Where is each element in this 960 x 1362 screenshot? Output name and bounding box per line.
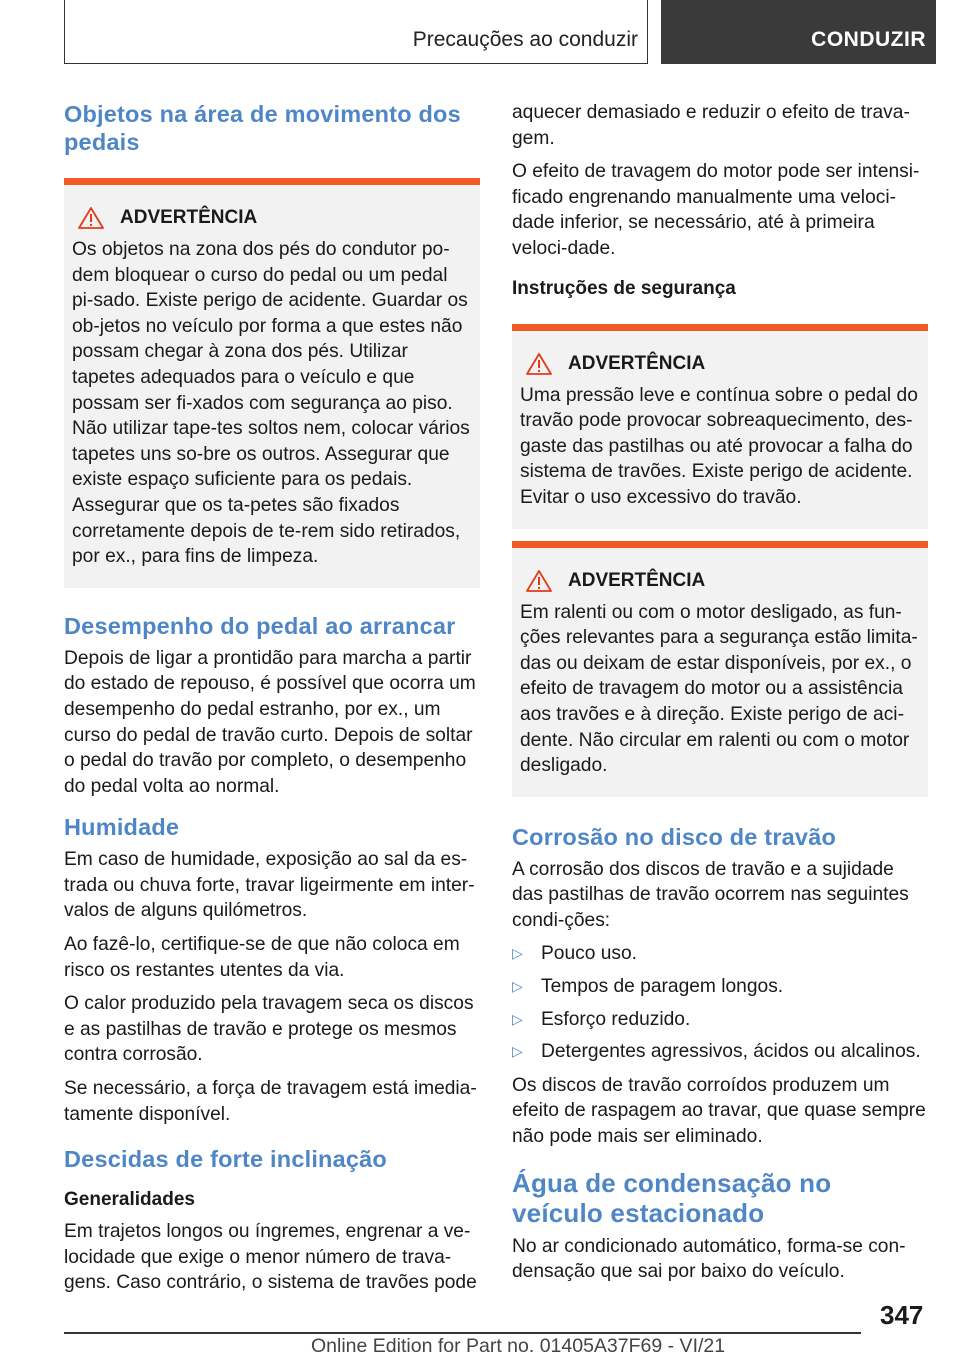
list-item [512, 1039, 928, 1065]
heading-condensation-water: Água de condensação no veículo estacionado [512, 1167, 832, 1228]
list-item-text: Detergentes agressivos, ácidos ou alcalinos. [541, 1041, 921, 1063]
paragraph: O efeito de travagem do motor pode ser intensi-ficado engrenando manualmente uma veloci-dade inferior, se necessário, até à primeira veloci-dade. [512, 161, 920, 259]
subheading-safety-instructions: Instruções de segurança [512, 277, 736, 299]
list-item [512, 941, 928, 967]
paragraph: Depois de ligar a prontidão para marcha a partir do estado de repouso, é possível que ocorra um desempenho do pedal estranho, por ex., um curso do pedal de travão curto. Depois de soltar o pedal do travão por completo, o desempenho do pedal volta ao normal. [64, 647, 476, 797]
page-number: 347 [880, 1300, 924, 1330]
left-column [64, 100, 480, 1304]
paragraph: Se necessário, a força de travagem está imedia-tamente disponível. [64, 1078, 477, 1125]
subheading-generalities: Generalidades [64, 1189, 195, 1211]
warning-text: Em ralenti ou com o motor desligado, as fun-ções relevantes para a segurança estão limita-das ou deixam de estar disponíveis, por ex., o efeito de travagem do motor ou a assistência aos travões e à direção. Existe perigo de aci-dente. Não circular em ralenti ou com o motor desligado. [520, 601, 918, 777]
triangle-bullet-icon: ▷ [512, 978, 523, 995]
warning-box [512, 324, 928, 529]
warning-title [72, 207, 472, 229]
list-item-text: Esforço reduzido. [541, 1008, 691, 1030]
footer-edition: Online Edition for Part no. 01405A37F69 - VI/21 [311, 1335, 726, 1357]
paragraph: O calor produzido pela travagem seca os discos e as pastilhas de travão e protege os mesmos contra corrosão. [64, 993, 474, 1066]
paragraph: aquecer demasiado e reduzir o efeito de trava-gem. [512, 102, 910, 149]
right-column [512, 100, 928, 1293]
warning-title-text: ADVERTÊNCIA [568, 569, 706, 591]
warning-text: Uma pressão leve e contínua sobre o pedal do travão pode provocar sobreaquecimento, des-gaste das pastilhas ou até provocar a falha do sistema de travões. Existe perigo de acidente. Evitar o uso excessivo do travão. [520, 384, 918, 508]
warning-box [512, 541, 928, 797]
paragraph: Em trajetos longos ou íngremes, engrenar a ve-locidade que exige o menor número de trava-gens. Caso contrário, o sistema de travões pode [64, 1221, 477, 1294]
paragraph: A corrosão dos discos de travão e a sujidade das pastilhas de travão ocorrem nas seguintes condi-ções: [512, 858, 909, 931]
heading-pedal-performance: Desempenho do pedal ao arrancar [64, 612, 456, 639]
paragraph: No ar condicionado automático, forma-se con-densação que sai por baixo do veículo. [512, 1235, 906, 1283]
list-item [512, 974, 928, 1000]
warning-triangle-icon [526, 353, 552, 375]
heading-objects-pedals: Objetos na área de movimento dos pedais [64, 101, 461, 155]
warning-title-text: ADVERTÊNCIA [120, 207, 258, 228]
heading-brake-disc-corrosion: Corrosão no disco de travão [512, 823, 837, 850]
warning-title-text: ADVERTÊNCIA [568, 352, 706, 374]
header-chapter-tab: CONDUZIR [661, 0, 936, 64]
footer-divider [64, 1332, 861, 1334]
list-item [512, 1007, 928, 1033]
list-item-text: Tempos de paragem longos. [541, 976, 784, 998]
header-section-title: Precauções ao conduzir [412, 28, 638, 51]
heading-humidity: Humidade [64, 814, 180, 841]
list-item-text: Pouco uso. [541, 943, 638, 965]
warning-triangle-icon [526, 570, 552, 592]
paragraph: Ao fazê-lo, certifique-se de que não coloca em risco os restantes utentes da via. [64, 934, 460, 981]
warning-title [520, 353, 920, 375]
warning-title [520, 570, 920, 592]
heading-steep-descents: Descidas de forte inclinação [64, 1146, 387, 1173]
warning-text: Os objetos na zona dos pés do condutor po-dem bloquear o curso do pedal ou um pedal pi-sado. Existe perigo de acidente. Guardar os ob-jetos no veículo por forma a que estes não possam chegar à zona dos pés. Utilizar tapetes adequados para o veículo e que possam ser fi-xados com segurança ao piso. Não utilizar tape-tes soltos nem, colocar vários tapetes uns so-bre os outros. Assegurar que existe espaço suficiente para os pedais. Assegurar que os ta-petes são fixados corretamente depois de te-rem sido retirados, por ex., para fins de limpeza. [72, 239, 470, 568]
warning-box [64, 178, 480, 588]
paragraph: Em caso de humidade, exposição ao sal da es-trada ou chuva forte, travar ligeirmente em inter-valos de alguns quilómetros. [64, 849, 475, 922]
triangle-bullet-icon: ▷ [512, 945, 523, 962]
warning-triangle-icon [78, 207, 104, 229]
triangle-bullet-icon: ▷ [512, 1043, 523, 1060]
bullet-list [512, 941, 928, 1064]
paragraph: Os discos de travão corroídos produzem um efeito de raspagem ao travar, que quase sempre não pode mais ser eliminado. [512, 1074, 926, 1148]
triangle-bullet-icon: ▷ [512, 1010, 523, 1027]
